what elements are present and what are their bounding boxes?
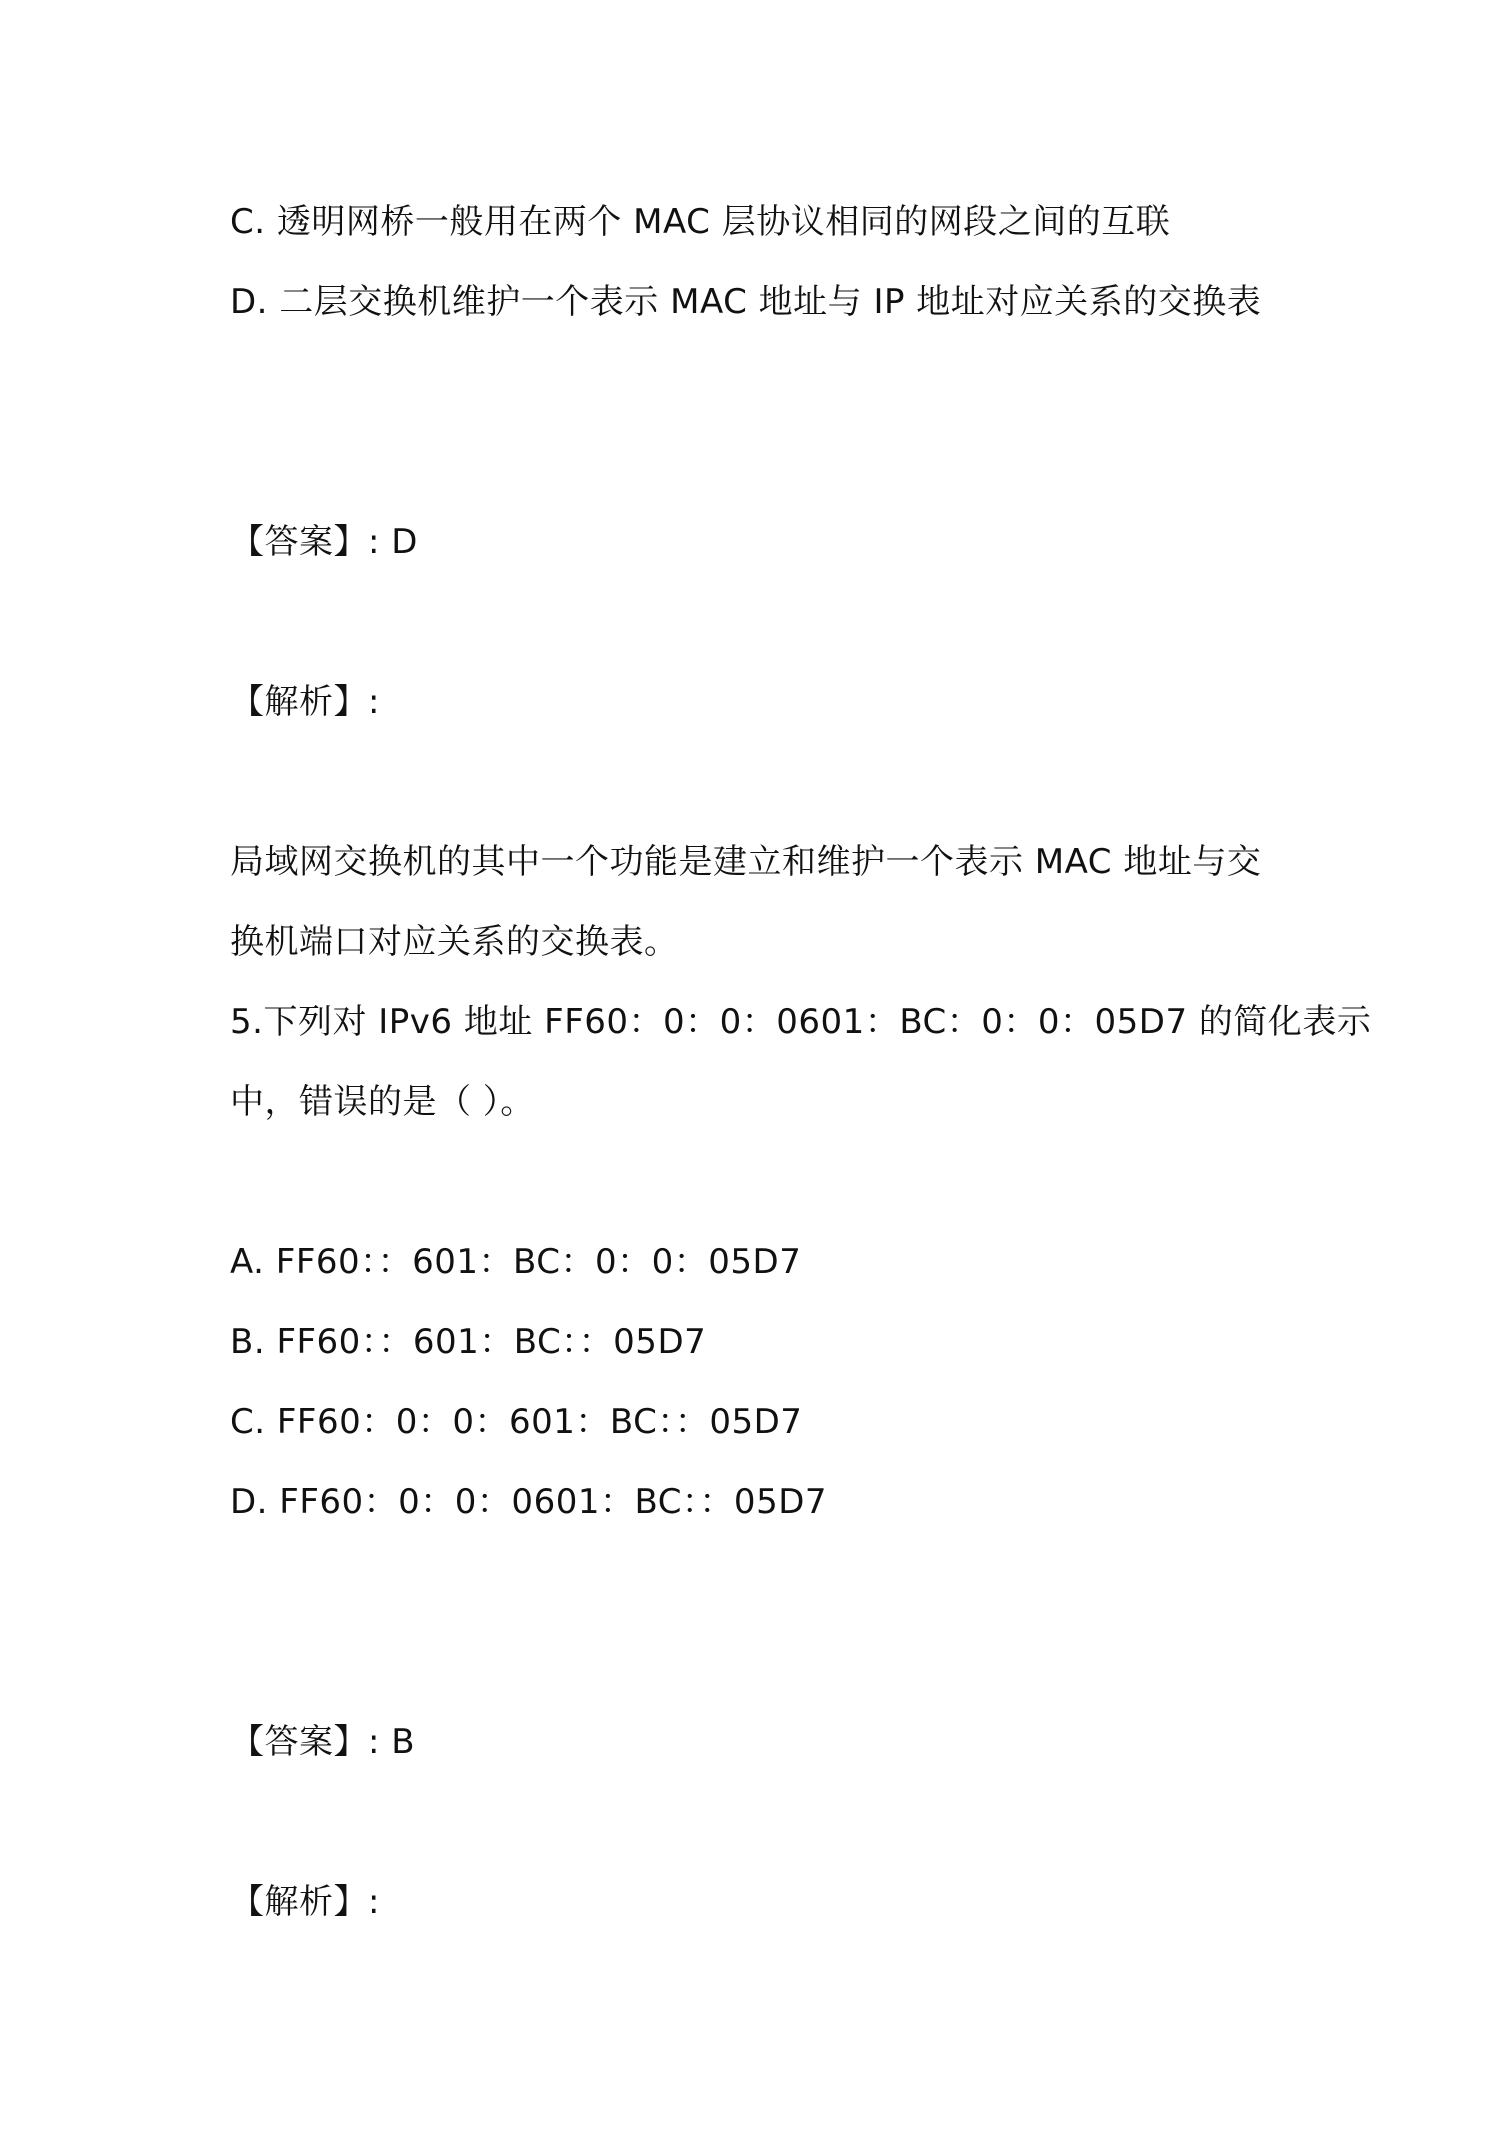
- q5-option-d: D. FF60：0：0：0601：BC：：05D7: [230, 1482, 828, 1522]
- q4-option-d: D. 二层交换机维护一个表示 MAC 地址与 IP 地址对应关系的交换表: [230, 282, 1262, 322]
- q5-option-b: B. FF60：：601：BC：：05D7: [230, 1322, 707, 1362]
- q5-option-a: A. FF60：：601：BC：0：0：05D7: [230, 1242, 802, 1282]
- q4-analysis-label: 【解析】:: [230, 682, 380, 722]
- q4-option-c: C. 透明网桥一般用在两个 MAC 层协议相同的网段之间的互联: [230, 202, 1171, 242]
- q5-answer: 【答案】: B: [230, 1722, 416, 1762]
- q5-question-line-2: 中，错误的是（ ）。: [230, 1082, 535, 1122]
- q4-analysis-line-2: 换机端口对应关系的交换表。: [230, 922, 679, 962]
- q5-question-line-1: 5.下列对 IPv6 地址 FF60：0：0：0601：BC：0：0：05D7 的简化表示: [230, 1002, 1372, 1042]
- q5-option-c: C. FF60：0：0：601：BC：：05D7: [230, 1402, 803, 1442]
- q4-answer: 【答案】: D: [230, 522, 418, 562]
- q4-analysis-line-1: 局域网交换机的其中一个功能是建立和维护一个表示 MAC 地址与交: [230, 842, 1262, 882]
- q5-analysis-label: 【解析】:: [230, 1882, 380, 1922]
